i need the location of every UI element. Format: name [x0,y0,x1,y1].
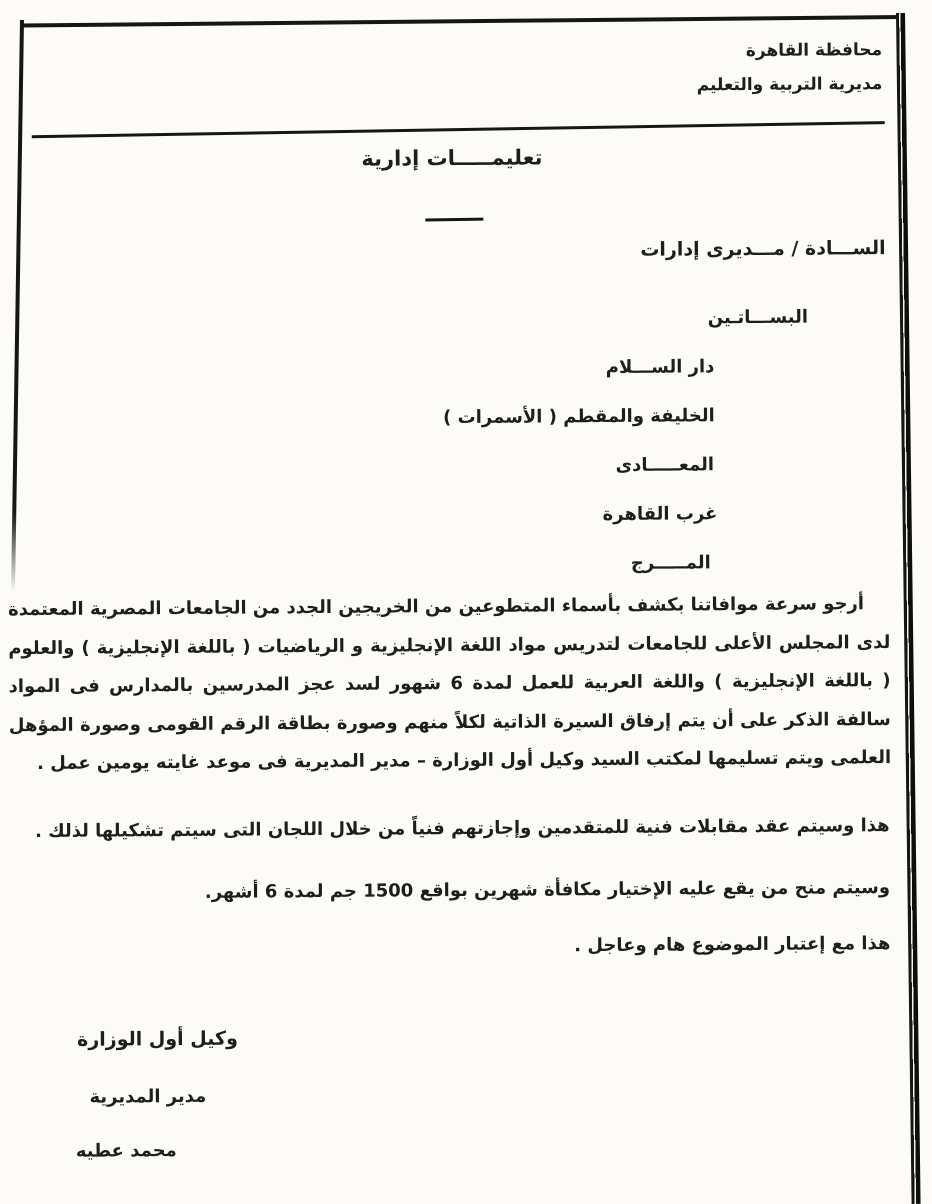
document-title: تعليمـــــات إدارية [361,145,543,171]
body-paragraph-interviews: هذا وسيتم عقد مقابلات فنية للمتقدمين وإجازتهم فنياً من خلال اللجان التى سيتم تشكيلها لذلك . [34,815,890,843]
salutation-line: الســـادة / مـــديرى إدارات [640,237,886,261]
letterhead-governorate: محافظة القاهرة [745,40,883,62]
recipient-list [40,292,888,592]
header-divider-line [32,121,885,138]
letterhead-directorate: مديرية التربية والتعليم [696,74,883,96]
body-paragraph-urgency: هذا مع إعتبار الموضوع هام وعاجل . [574,933,891,957]
recipient-item-khalifa: الخليفة والمقطم ( الأسمرات ) [443,405,715,429]
recipient-item-westcairo: غرب القاهرة [602,503,718,526]
recipient-item-basatin: البســـاتـين [707,306,809,329]
letterhead [696,33,882,102]
signatory-name: محمد عطيه [75,1140,177,1162]
recipient-item-maadi: المعـــــادى [615,454,715,476]
recipient-item-marg: المـــــرج [630,552,711,574]
body-paragraph-stipend: وسيتم منح من يقع عليه الإختيار مكافأة شهرين بواقع 1500 جم لمدة 6 أشهر. [204,877,891,903]
body-paragraph-main: أرجو سرعة موافاتنا بكشف بأسماء المتطوعين من الخريجين الجدد من الجامعات المصرية المعتمدة لدى المجلس الأعلى للجامعات لتدريس مواد اللغة الإنجليزية و الرياضيات ( باللغة الإنجليزية ) والعلوم ( باللغة الإنجليزية ) واللغة العربية للعمل لمدة 6 شهور لسد عجز المدرسين بالمدارس فى المواد سالفة الذكر على أن يتم إرفاق السيرة الذاتية لكلاً منهم وصورة بطاقة الرقم القومى وصورة المؤهل العلمى ويتم تسليمها لمكتب السيد وكيل أول الوزارة – مدير المديرية فى موعد غايته يومين عمل . [7,593,892,774]
signatory-title-director: مدير المديرية [89,1085,207,1108]
title-underline [425,218,483,222]
signatory-title-undersecretary: وكيل أول الوزارة [76,1027,238,1051]
recipient-item-darsalam: دار الســـلام [605,356,715,379]
